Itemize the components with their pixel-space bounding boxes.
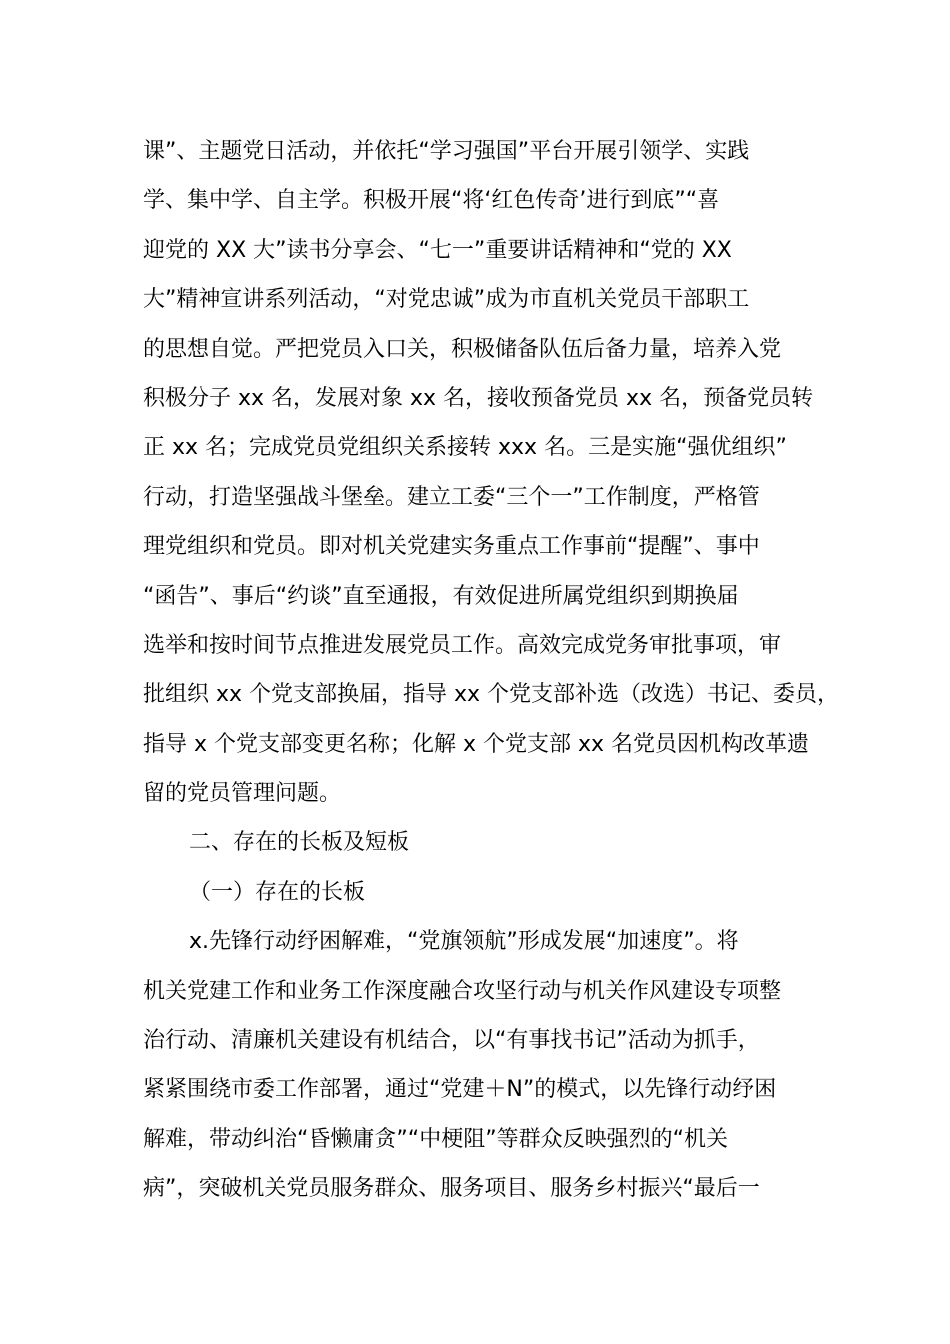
text-line: 积极分子 xx 名，发展对象 xx 名，接收预备党员 xx 名，预备党员转: [143, 385, 814, 411]
text-line: 课”、主题党日活动，并依托“学习强国”平台开展引领学、实践: [143, 139, 750, 164]
subsection-heading: （一）存在的长板: [189, 879, 366, 905]
paragraph-first-line: x.先锋行动纾困解难，“党旗领航”形成发展“加速度”。将: [189, 929, 739, 955]
text-line: 解难，带动纠治“昏懒庸贪”“中梗阻”等群众反映强烈的“机关: [143, 1126, 728, 1152]
text-line: 治行动、清廉机关建设有机结合，以“有事找书记”活动为抓手，: [143, 1028, 760, 1054]
text-line: 行动，打造坚强战斗堡垒。建立工委“三个一”工作制度，严格管: [143, 484, 760, 510]
text-line: 大”精神宣讲系列活动，“对党忠诚”成为市直机关党员干部职工: [143, 287, 750, 313]
text-line: 选举和按时间节点推进发展党员工作。高效完成党务审批事项，审: [143, 632, 782, 658]
text-line: 迎党的 XX 大”读书分享会、“七一”重要讲话精神和“党的 XX: [143, 237, 732, 263]
text-line: “函告”、事后“约谈”直至通报，有效促进所属党组织到期换届: [143, 583, 739, 609]
text-line: 病”，突破机关党员服务群众、服务项目、服务乡村振兴“最后一: [143, 1176, 760, 1202]
text-line: 紧紧围绕市委工作部署，通过“党建＋N”的模式，以先锋行动纾困: [143, 1077, 777, 1103]
text-line: 批组织 xx 个党支部换届，指导 xx 个党支部补选（改选）书记、委员，: [143, 682, 840, 708]
text-line: 机关党建工作和业务工作深度融合攻坚行动与机关作风建设专项整: [143, 978, 782, 1004]
text-line: 指导 x 个党支部变更名称；化解 x 个党支部 xx 名党员因机构改革遗: [143, 731, 810, 757]
text-line: 留的党员管理问题。: [143, 781, 342, 807]
body-text: [143, 127, 840, 1214]
text-line: 理党组织和党员。即对机关党建实务重点工作事前“提醒”、事中: [143, 534, 760, 560]
section-heading: 二、存在的长板及短板: [189, 830, 410, 856]
text-line: 正 xx 名；完成党员党组织关系接转 xxx 名。三是实施“强优组织”: [143, 435, 787, 461]
text-line: 的思想自觉。严把党员入口关，积极储备队伍后备力量，培养入党: [143, 336, 782, 362]
text-line: 学、集中学、自主学。积极开展“将‘红色传奇’进行到底”“喜: [143, 188, 720, 214]
